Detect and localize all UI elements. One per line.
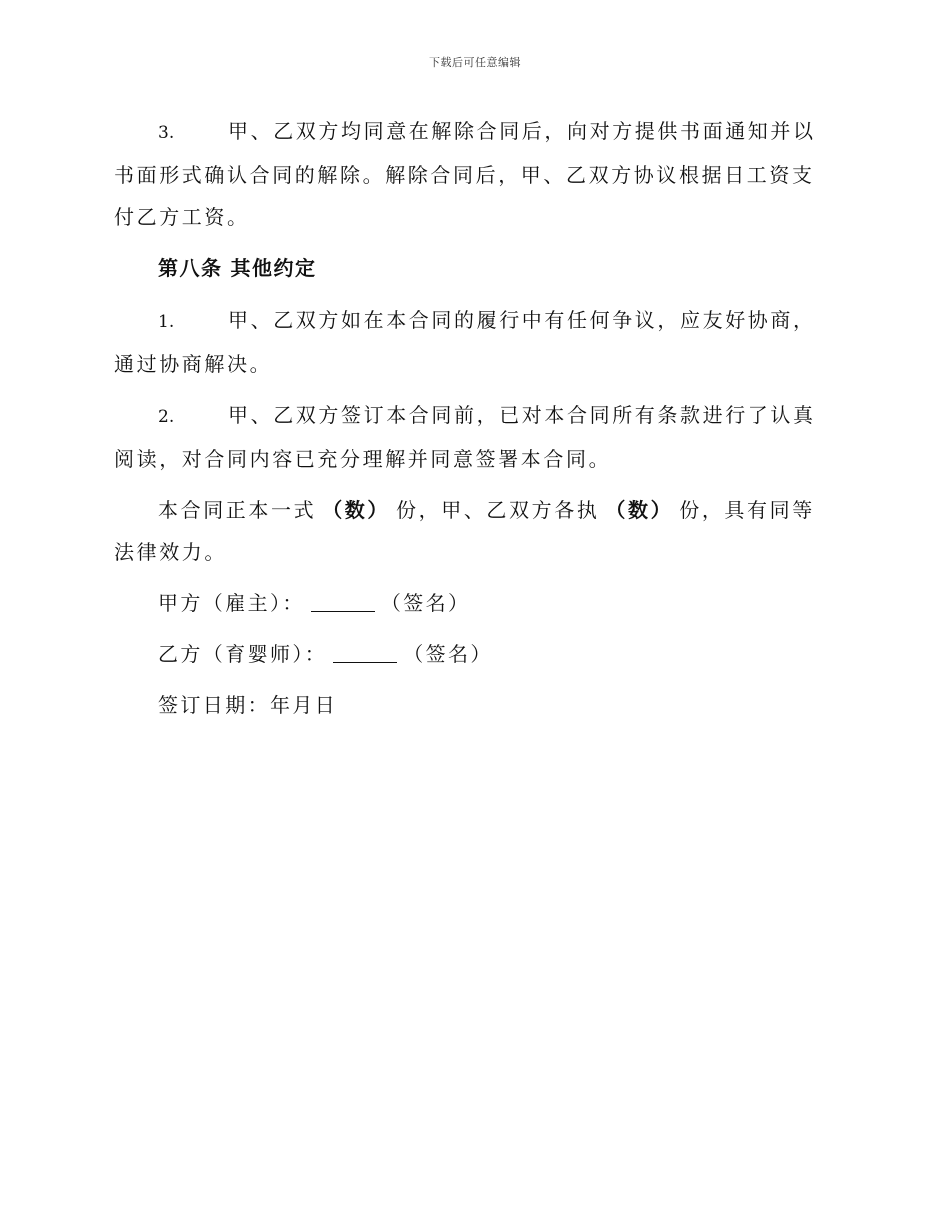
date-value: 年月日 bbox=[270, 693, 338, 717]
item-text: 甲、乙双方签订本合同前，已对本合同所有条款进行了认真阅读，对合同内容已充分理解并同意签署本合同。 bbox=[114, 403, 816, 471]
item-text: 甲、乙双方如在本合同的履行中有任何争议，应友好协商，通过协商解决。 bbox=[114, 308, 816, 376]
party-b-sign-note: （签名） bbox=[403, 642, 493, 666]
party-b-signature-line bbox=[158, 633, 834, 675]
item-text: 甲、乙双方均同意在解除合同后，向对方提供书面通知并以书面形式确认合同的解除。解除合同后，甲、乙双方协议根据日工资支付乙方工资。 bbox=[114, 119, 816, 229]
copies-text-3: 份，具有同等法律效力。 bbox=[114, 498, 815, 564]
copies-text-1: 本合同正本一式 bbox=[158, 498, 317, 522]
party-a-sign-note: （签名） bbox=[380, 591, 471, 615]
item-number: 3. bbox=[158, 123, 175, 143]
party-a-blank bbox=[311, 591, 375, 612]
item-number: 2. bbox=[158, 407, 175, 427]
clause-item-3 bbox=[114, 110, 834, 238]
article8-item-1 bbox=[114, 299, 834, 385]
party-b-blank bbox=[333, 642, 397, 663]
item-number: 1. bbox=[158, 312, 175, 332]
article-number: 第八条 bbox=[158, 256, 223, 280]
page-header: 下载后可任意编辑 bbox=[429, 56, 521, 69]
party-b-label: 乙方（育婴师）： bbox=[158, 642, 328, 666]
article8-item-2 bbox=[114, 394, 834, 480]
party-a-signature-line bbox=[158, 582, 834, 624]
signing-date-line bbox=[158, 684, 834, 726]
article-title: 其他约定 bbox=[230, 256, 317, 280]
party-a-label: 甲方（雇主）： bbox=[158, 591, 305, 615]
document-body bbox=[114, 110, 834, 735]
copies-text-2: 份，甲、乙双方各执 bbox=[396, 498, 600, 522]
copies-clause bbox=[114, 489, 834, 573]
date-label: 签订日期： bbox=[158, 693, 270, 717]
article-heading bbox=[158, 247, 834, 289]
copies-count-placeholder-2: （数） bbox=[605, 498, 674, 522]
copies-count-placeholder-1: （数） bbox=[322, 498, 391, 522]
